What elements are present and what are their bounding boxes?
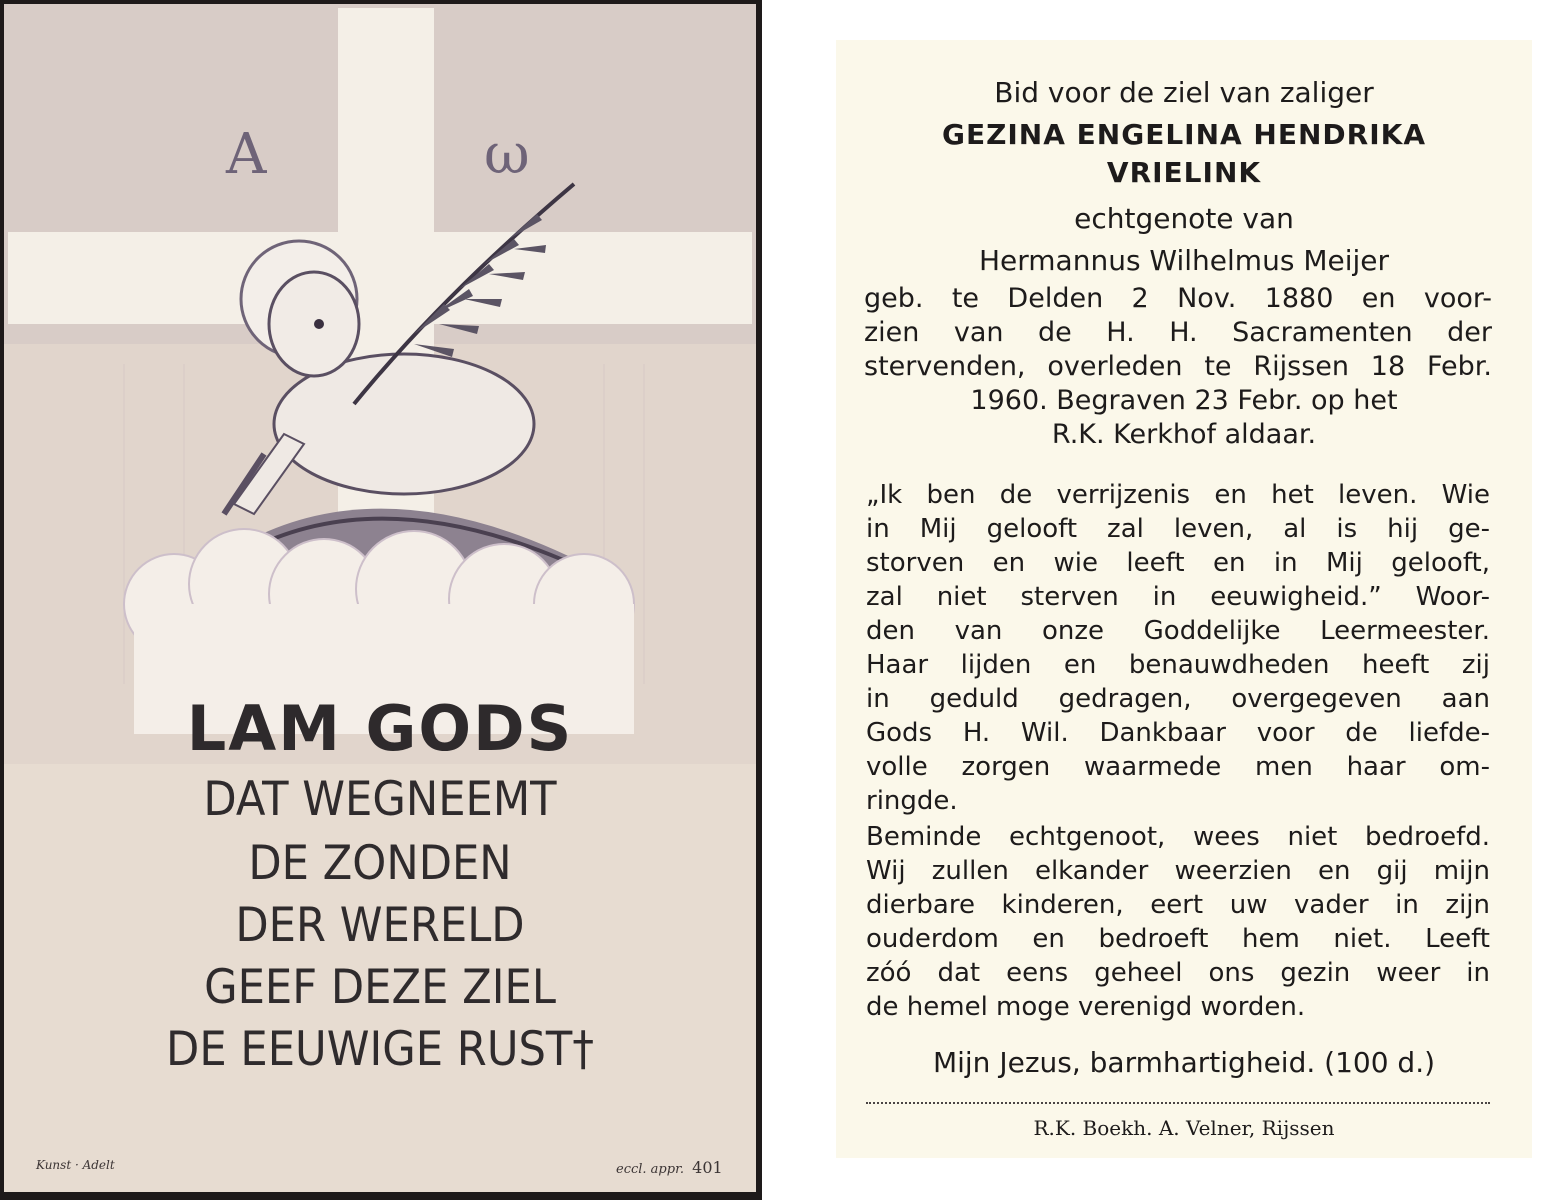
alpha-symbol: A <box>226 122 267 187</box>
lam-gods-title: LAM GODS <box>186 692 574 765</box>
bio-line: stervenden, overleden te Rijssen 18 Febr. <box>864 351 1492 382</box>
deceased-name-line2: VRIELINK <box>1106 156 1262 189</box>
printer-credit: R.K. Boekh. A. Velner, Rijssen <box>1033 1116 1335 1140</box>
quote-line: den van onze Goddelijke Leermeester. <box>866 616 1490 646</box>
bio-line: zien van de H. H. Sacramenten der <box>864 317 1492 348</box>
prayer-line: DAT WEGNEEMT <box>203 772 557 827</box>
quote-line: „Ik ben de verrijzenis en het leven. Wie <box>866 480 1490 510</box>
quote-line: in geduld gedragen, overgegeven aan <box>866 684 1490 714</box>
quote-line: ringde. <box>866 786 958 816</box>
quote-line: Beminde echtgenoot, wees niet bedroefd. <box>866 822 1490 852</box>
memorial-card-front <box>0 0 762 1200</box>
quote-line: in Mij gelooft zal leven, al is hij ge- <box>866 514 1490 544</box>
prayer-line: GEEF DEZE ZIEL <box>204 960 556 1015</box>
bio-line: geb. te Delden 2 Nov. 1880 en voor- <box>864 283 1492 314</box>
artist-credit: Kunst · Adelt <box>36 1158 115 1172</box>
intro-text: Bid voor de ziel van zaliger <box>994 76 1374 109</box>
omega-symbol: ω <box>484 122 530 187</box>
quote-line: Wij zullen elkander weerzien en gij mijn <box>866 856 1490 886</box>
approval-note <box>616 1158 723 1177</box>
quote-line: dierbare kinderen, eert uw vader in zijn <box>866 890 1490 920</box>
deceased-name-line1: GEZINA ENGELINA HENDRIKA <box>941 118 1427 151</box>
spouse-label: echtgenote van <box>1074 202 1294 235</box>
quote-line: zal niet sterven in eeuwigheid.” Woor- <box>866 582 1490 612</box>
approval-label: eccl. appr. <box>616 1162 684 1177</box>
prayer-line: DE ZONDEN <box>248 836 512 891</box>
lamb-of-god-icon <box>114 174 654 734</box>
quote-line: de hemel moge verenigd worden. <box>866 992 1306 1022</box>
spouse-name: Hermannus Wilhelmus Meijer <box>978 244 1390 277</box>
memorial-card-back <box>836 40 1532 1158</box>
dotted-divider <box>866 1102 1490 1104</box>
quote-line: Haar lijden en benauwdheden heeft zij <box>866 650 1490 680</box>
card-front-surface <box>4 4 756 1192</box>
prayer-line: DE EEUWIGE RUST† <box>166 1022 594 1077</box>
closing-prayer: Mijn Jezus, barmhartigheid. (100 d.) <box>932 1046 1436 1079</box>
bio-line: R.K. Kerkhof aldaar. <box>1051 419 1317 450</box>
bio-line: 1960. Begraven 23 Febr. op het <box>970 385 1398 416</box>
quote-line: zóó dat eens geheel ons gezin weer in <box>866 958 1490 988</box>
quote-line: storven en wie leeft en in Mij gelooft, <box>866 548 1490 578</box>
approval-number: 401 <box>692 1158 723 1177</box>
quote-line: volle zorgen waarmede men haar om- <box>866 752 1490 782</box>
quote-line: Gods H. Wil. Dankbaar voor de liefde- <box>866 718 1490 748</box>
quote-line: ouderdom en bedroeft hem niet. Leeft <box>866 924 1490 954</box>
prayer-line: DER WERELD <box>235 898 525 953</box>
